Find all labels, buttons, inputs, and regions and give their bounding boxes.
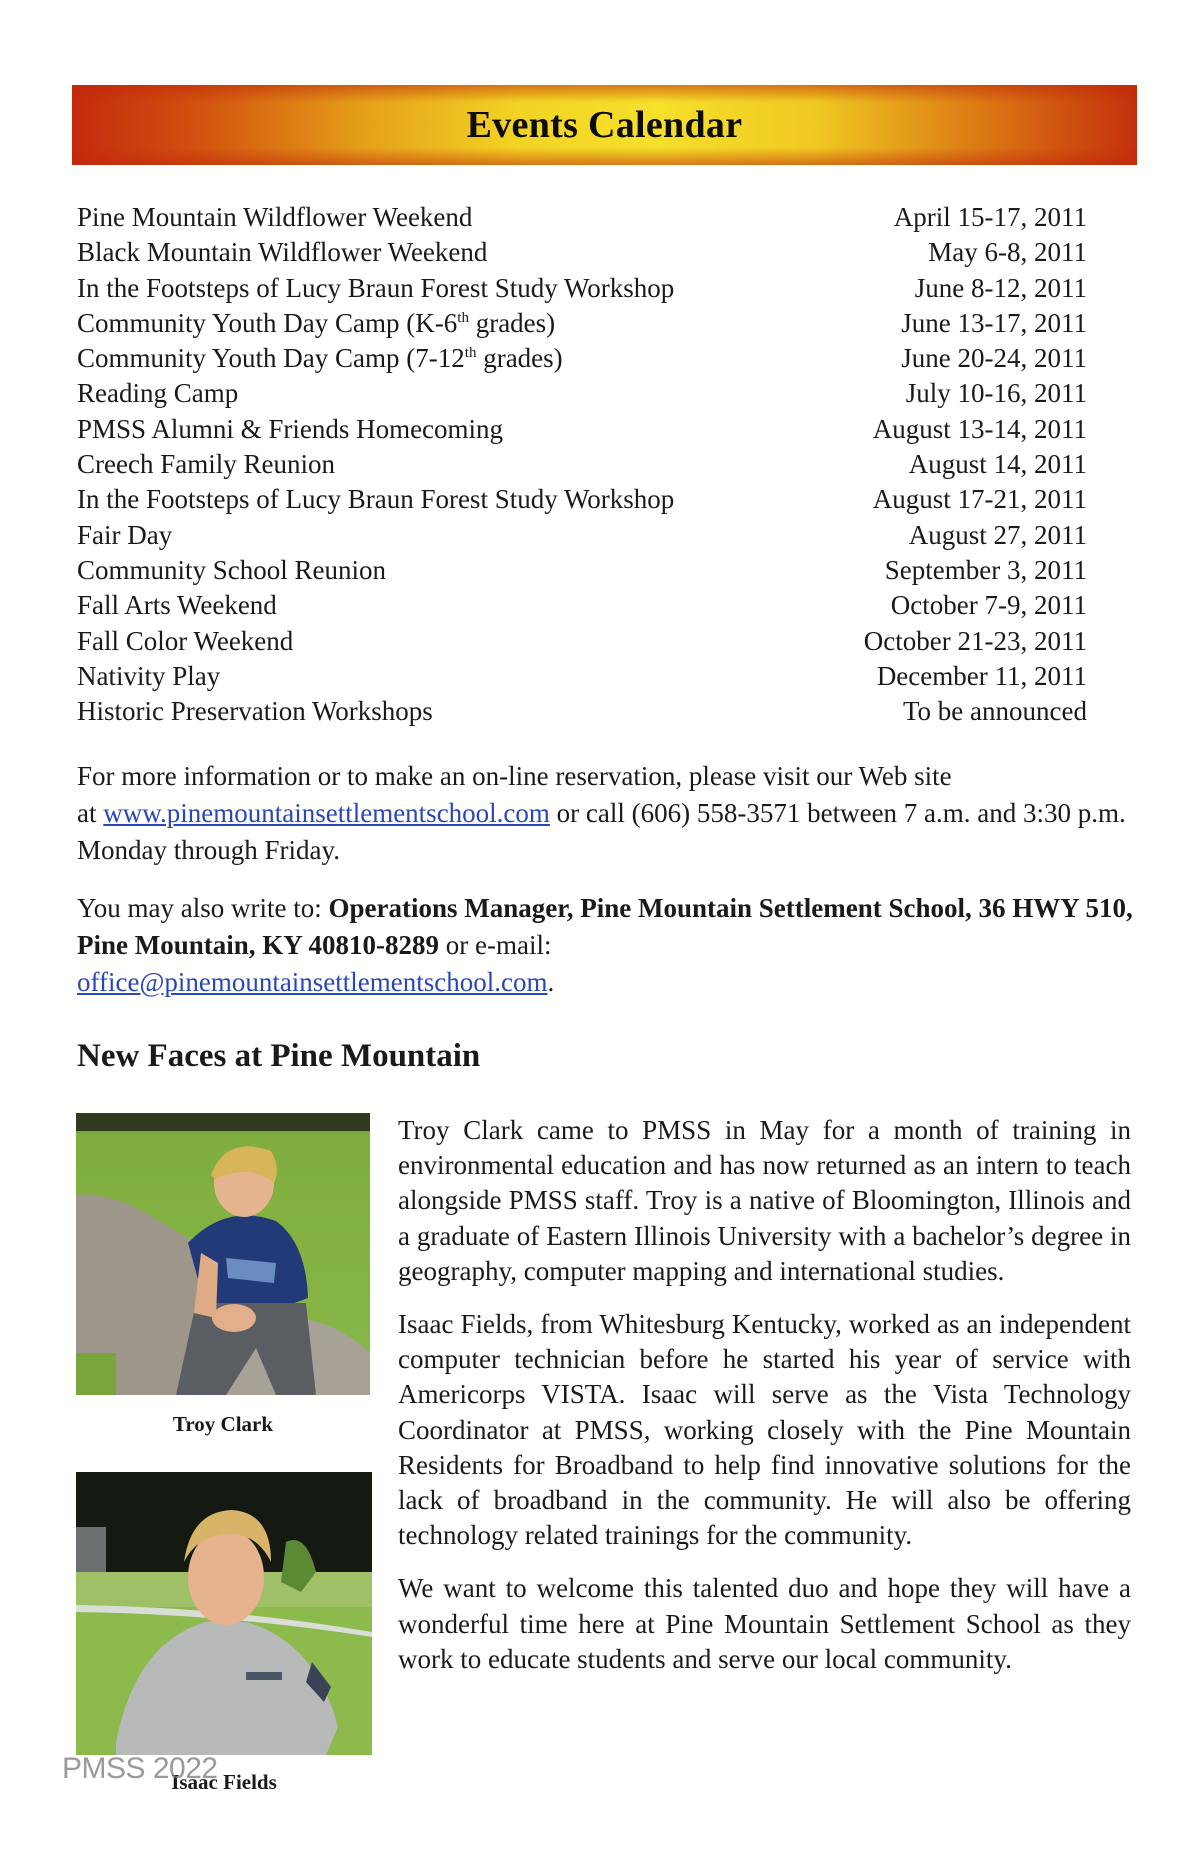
event-name: Fall Color Weekend xyxy=(77,625,294,656)
event-row xyxy=(77,341,1087,376)
reservation-info xyxy=(77,758,1142,869)
body-paragraph: Troy Clark came to PMSS in May for a month of training in environmental education and has now returned as an intern to teach alongside PMSS staff. Troy is a native of Bloomington, Illinois and a graduate of Eastern Illinois University with a bachelor’s degree in geography, computer mapping and international studies. xyxy=(398,1115,1131,1286)
event-row xyxy=(77,235,1087,270)
event-name: Reading Camp xyxy=(77,378,239,409)
watermark: PMSS 2022 xyxy=(62,1752,218,1785)
portrait-image-icon xyxy=(76,1472,372,1755)
events-calendar-banner xyxy=(72,85,1137,165)
body-paragraph: We want to welcome this talented duo and hope they will have a wonderful time here at Pine Mountain Settlement School as they work to educate students and serve our local community. xyxy=(398,1573,1131,1674)
event-name: Black Mountain Wildflower Weekend xyxy=(77,237,488,268)
write-intro: You may also write to: xyxy=(77,893,329,923)
info-text: at xyxy=(77,798,104,828)
banner-title: Events Calendar xyxy=(466,104,743,146)
ordinal-suffix: th xyxy=(457,309,469,326)
event-date: June 8-12, 2011 xyxy=(914,272,1087,303)
event-row xyxy=(77,482,1087,517)
body-paragraph: Isaac Fields, from Whitesburg Kentucky, worked as an independent computer technician before he started his year of service with Americorps VISTA. Isaac will serve as the Vista Technology Coordinator at PMSS, working closely with the Pine Mountain Residents for Broadband to help find innovative solutions for the lack of broadband in the community. He will also be offering technology related trainings for the community. xyxy=(398,1309,1131,1551)
ordinal-suffix: th xyxy=(464,345,477,362)
event-date: April 15-17, 2011 xyxy=(893,202,1087,232)
event-row xyxy=(77,553,1087,588)
event-date: To be announced xyxy=(902,696,1087,727)
event-name: In the Footsteps of Lucy Braun Forest Study Workshop xyxy=(77,272,675,303)
event-name-part: grades) xyxy=(468,307,556,338)
event-date: June 20-24, 2011 xyxy=(901,343,1087,374)
event-name: Nativity Play xyxy=(77,660,221,691)
event-row xyxy=(77,376,1087,411)
event-row xyxy=(77,306,1087,341)
new-faces-body xyxy=(398,1113,1131,1695)
event-date: October 7-9, 2011 xyxy=(890,590,1087,621)
period: . xyxy=(547,967,555,997)
website-link[interactable]: www.pinemountainsettlementschool.com xyxy=(103,798,550,828)
event-row xyxy=(77,518,1087,553)
event-date: September 3, 2011 xyxy=(884,554,1087,585)
email-intro: or e-mail: xyxy=(439,930,552,960)
event-row xyxy=(77,200,1087,235)
event-name: Fair Day xyxy=(77,519,173,550)
event-date: August 13-14, 2011 xyxy=(872,413,1087,444)
event-row xyxy=(77,412,1087,447)
event-name: Historic Preservation Workshops xyxy=(77,696,433,727)
event-name-part: Community Youth Day Camp (7-12 xyxy=(77,343,465,374)
event-name xyxy=(77,341,563,376)
event-date: August 27, 2011 xyxy=(908,519,1087,550)
event-row xyxy=(77,588,1087,623)
event-date: August 14, 2011 xyxy=(908,449,1087,480)
event-name xyxy=(77,306,555,341)
event-name: Community School Reunion xyxy=(77,554,387,585)
event-date: October 21-23, 2011 xyxy=(863,625,1087,656)
info-text: For more information or to make an on-line reservation, please visit our Web site xyxy=(77,761,952,791)
event-name-part: grades) xyxy=(476,343,563,374)
event-row xyxy=(77,271,1087,306)
events-list xyxy=(77,200,1087,729)
event-row xyxy=(77,694,1087,729)
troy-clark-photo xyxy=(76,1113,370,1395)
event-name: In the Footsteps of Lucy Braun Forest Study Workshop xyxy=(77,484,675,515)
event-name-part: Community Youth Day Camp (K-6 xyxy=(77,307,458,338)
event-name: PMSS Alumni & Friends Homecoming xyxy=(77,413,504,444)
email-link[interactable]: office@pinemountainsettlementschool.com xyxy=(77,967,548,997)
event-row xyxy=(77,624,1087,659)
mailing-address: Operations Manager, Pine Mountain Settlement School, 36 HWY 510, Pine Mountain, KY 40810-8289 xyxy=(77,893,1133,960)
event-row xyxy=(77,659,1087,694)
event-date: August 17-21, 2011 xyxy=(872,484,1087,515)
mailing-info xyxy=(77,890,1142,1001)
photo-caption: Troy Clark xyxy=(172,1412,274,1436)
info-text: or call (606) 558-3571 between 7 a.m. and 3:30 p.m. Monday through Friday. xyxy=(77,798,1126,865)
event-name: Creech Family Reunion xyxy=(77,449,335,480)
event-date: December 11, 2011 xyxy=(876,660,1087,691)
photo-caption: Isaac Fields xyxy=(171,1770,277,1794)
event-name: Pine Mountain Wildflower Weekend xyxy=(77,202,473,232)
event-date: May 6-8, 2011 xyxy=(928,237,1087,268)
event-date: July 10-16, 2011 xyxy=(905,378,1087,409)
event-name: Fall Arts Weekend xyxy=(77,590,277,621)
portrait-image-icon xyxy=(76,1113,370,1395)
event-row xyxy=(77,447,1087,482)
isaac-fields-photo xyxy=(76,1472,372,1755)
event-date: June 13-17, 2011 xyxy=(901,307,1087,338)
section-heading: New Faces at Pine Mountain xyxy=(77,1038,481,1074)
